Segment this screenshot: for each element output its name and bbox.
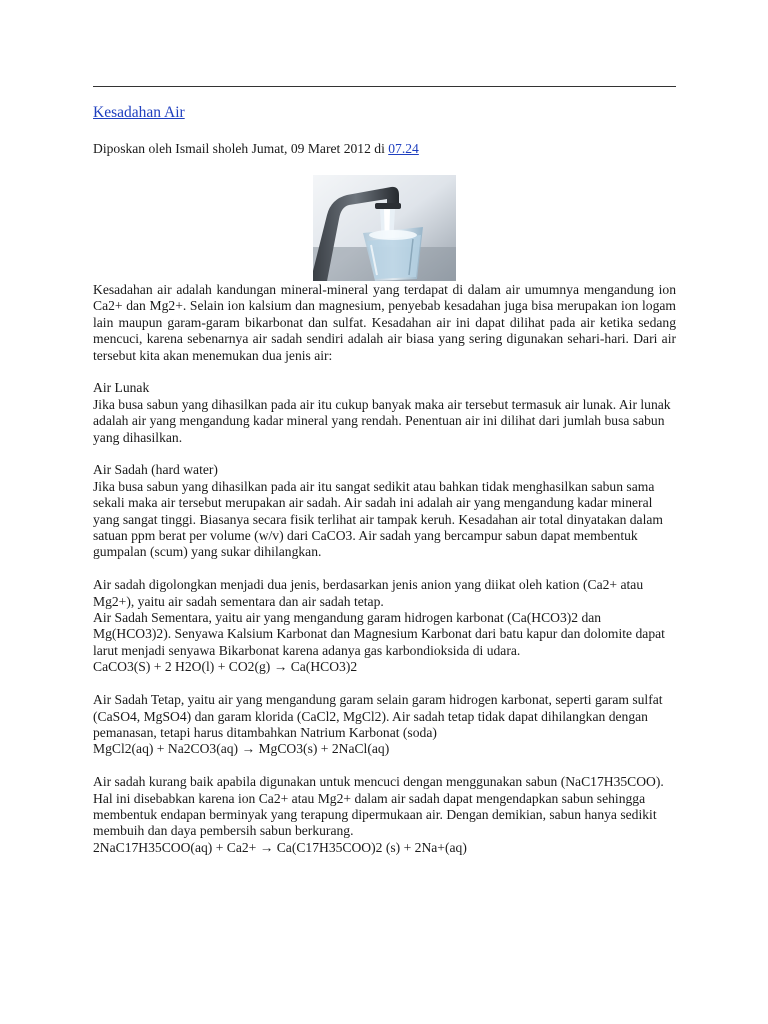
equation-soap: 2NaC17H35COO(aq) + Ca2+ → Ca(C17H35COO)2 (s) + 2Na+(aq) (93, 839, 467, 855)
post-time-link[interactable]: 07.24 (388, 141, 419, 156)
top-divider (93, 86, 676, 87)
temporary-hardness-paragraph: Air Sadah Sementara, yaitu air yang mengandung garam hidrogen karbonat (Ca(HCO3)2 dan Mg(HCO3)2). Senyawa Kalsium Karbonat dan Magnesium Karbonat dari batu kapur dan dolomite dapat larut menjadi senyawa Bikarbonat karena adanya gas karbondioksida di udara. (93, 610, 665, 658)
article-title (93, 104, 185, 122)
soft-water-heading: Air Lunak (93, 380, 150, 396)
classification-paragraph: Air sadah digolongkan menjadi dua jenis, berdasarkan jenis anion yang diikat oleh kation (Ca2+ atau Mg2+), yaitu air sadah sementara dan air sadah tetap. (93, 577, 644, 609)
equation-permanent: MgCl2(aq) + Na2CO3(aq) → MgCO3(s) + 2NaCl(aq) (93, 741, 390, 757)
permanent-hardness-paragraph: Air Sadah Tetap, yaitu air yang mengandung garam selain garam hidrogen karbonat, seperti garam sulfat (CaSO4, MgSO4) dan garam klorida (CaCl2, MgCl2). Air sadah tetap tidak dapat dihilangkan dengan pemanasan, tetapi harus ditambahkan Natrium Karbonat (soda) (93, 692, 663, 740)
faucet-image (313, 175, 456, 281)
faucet-photo (313, 175, 456, 281)
intro-paragraph: Kesadahan air adalah kandungan mineral-mineral yang terdapat di dalam air umumnya mengandung ion Ca2+ dan Mg2+. Selain ion kalsium dan magnesium, penyebab kesadahan juga bisa merupakan ion logam lain maupun garam-garam bikarbonat dan sulfat. Kesadahan air ini dapat dilihat pada air ketika sedang mencuci, karena sebenarnya air sadah sendiri adalah air biasa yang sering digunakan sehari-hari. Dari air tersebut kita akan menemukan dua jenis air: (93, 282, 676, 363)
soap-paragraph: Air sadah kurang baik apabila digunakan untuk mencuci dengan menggunakan sabun (NaC17H35COO). Hal ini disebabkan karena ion Ca2+ atau Mg2+ dalam air sadah dapat mengendapkan sabun sehingga membentuk endapan berminyak yang terapung dipermukaan air. Dengan demikian, sabun hanya sedikit membuih dan daya pembersih sabun berkurang. (93, 774, 664, 839)
article-title-link[interactable]: Kesadahan Air (93, 104, 185, 121)
equation-temporary: CaCO3(S) + 2 H2O(l) + CO2(g) → Ca(HCO3)2 (93, 659, 358, 675)
hard-water-paragraph: Jika busa sabun yang dihasilkan pada air itu sangat sedikit atau bahkan tidak menghasilkan sabun sama sekali maka air tersebut merupakan air sadah. Air sadah ini adalah air yang mengandung kadar mineral yang sangat tinggi. Biasanya secara fisik terlihat air tampak keruh. Kesadahan air total dinyatakan dalam satuan ppm berat per volume (w/v) dari CaCO3. Air sadah yang bercampur sabun dapat membentuk gumpalan (scum) yang sukar dihilangkan. (93, 478, 663, 560)
soft-water-paragraph: Jika busa sabun yang dihasilkan pada air itu cukup banyak maka air tersebut termasuk air lunak. Air lunak adalah air yang mengandung kadar mineral yang rendah. Penentuan air ini dilihat dari jumlah busa sabun yang dihasilkan. (93, 396, 671, 445)
post-byline (93, 141, 676, 157)
hard-water-heading: Air Sadah (hard water) (93, 462, 218, 478)
byline-text: Diposkan oleh Ismail sholeh Jumat, 09 Maret 2012 di (93, 141, 389, 156)
article-body (93, 282, 676, 856)
